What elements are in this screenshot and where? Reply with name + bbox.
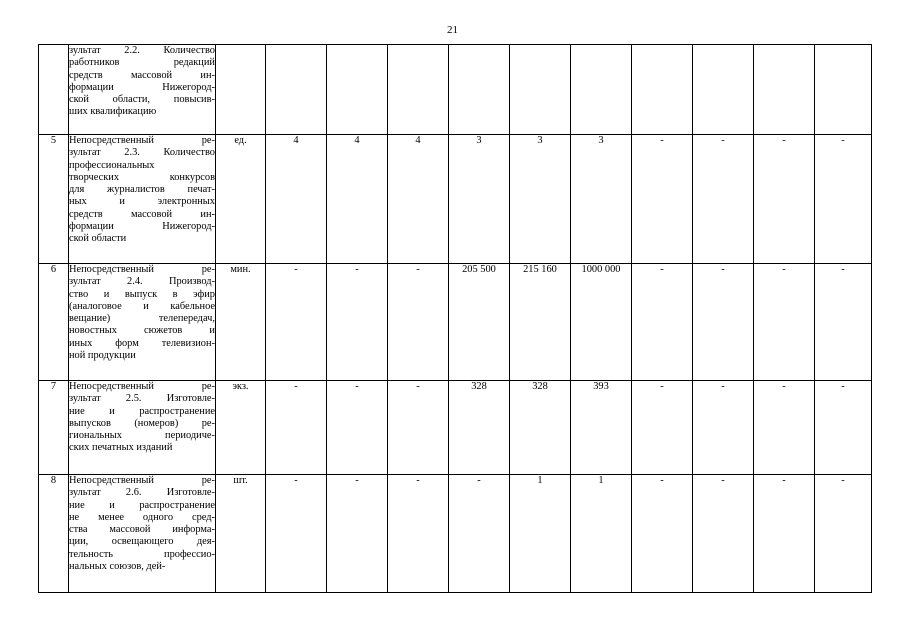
- value-cell: 215 160: [510, 264, 571, 381]
- description-line: ных и электронных: [69, 196, 215, 208]
- value-cell: 1000 000: [571, 264, 632, 381]
- value-cell: 1: [510, 475, 571, 593]
- value-cell: -: [754, 135, 815, 264]
- description-line: ции, освещающего дея-: [69, 536, 215, 548]
- value-cell: 3: [571, 135, 632, 264]
- value-cell: 3: [449, 135, 510, 264]
- description-line: ских печатных изданий: [69, 442, 173, 454]
- description-line: средств массовой ин-: [69, 208, 215, 220]
- value-cell: [327, 45, 388, 135]
- value-cell: -: [388, 475, 449, 593]
- value-cell: [510, 45, 571, 135]
- description-line: формации Нижегород-: [69, 221, 215, 233]
- description-line: Непосредственный ре-: [69, 381, 215, 392]
- value-cell: [388, 45, 449, 135]
- row-unit: мин.: [216, 264, 266, 381]
- value-cell: -: [327, 381, 388, 475]
- value-cell: [693, 45, 754, 135]
- value-cell: -: [327, 264, 388, 381]
- description-line: средств массовой ин-: [69, 69, 215, 81]
- description-line: профессиональных: [69, 159, 155, 171]
- value-cell: 328: [510, 381, 571, 475]
- value-cell: -: [815, 264, 872, 381]
- description-line: новостных сюжетов и: [69, 325, 215, 337]
- value-cell: -: [693, 135, 754, 264]
- description-line: зультат 2.2. Количество: [69, 45, 215, 56]
- value-cell: 4: [327, 135, 388, 264]
- value-cell: [632, 45, 693, 135]
- value-cell: -: [632, 264, 693, 381]
- description-line: Непосредственный ре-: [69, 135, 215, 146]
- value-cell: -: [266, 475, 327, 593]
- row-description: [69, 381, 216, 475]
- description-line: зультат 2.3. Количество: [69, 147, 215, 159]
- description-line: не менее одного сред-: [69, 511, 215, 523]
- value-cell: [449, 45, 510, 135]
- description-line: ской области, повысив-: [69, 94, 215, 106]
- value-cell: 205 500: [449, 264, 510, 381]
- value-cell: -: [632, 475, 693, 593]
- description-line: ших квалификацию: [69, 106, 157, 118]
- value-cell: -: [693, 475, 754, 593]
- description-line: ной продукции: [69, 350, 136, 362]
- row-description: [69, 264, 216, 381]
- value-cell: 393: [571, 381, 632, 475]
- value-cell: -: [266, 264, 327, 381]
- value-cell: -: [632, 381, 693, 475]
- table-row: [39, 135, 872, 264]
- value-cell: [571, 45, 632, 135]
- value-cell: -: [388, 381, 449, 475]
- indicators-table: [38, 44, 872, 593]
- description-line: выпусков (номеров) ре-: [69, 417, 215, 429]
- description-line: Непосредственный ре-: [69, 475, 215, 486]
- value-cell: 4: [266, 135, 327, 264]
- page-number: 21: [447, 24, 458, 36]
- value-cell: -: [693, 381, 754, 475]
- row-unit: экз.: [216, 381, 266, 475]
- description-line: творческих конкурсов: [69, 171, 215, 183]
- value-cell: -: [693, 264, 754, 381]
- row-unit: [216, 45, 266, 135]
- description-line: ние и распространение: [69, 499, 215, 511]
- row-number: [39, 45, 69, 135]
- description-line: зультат 2.6. Изготовле-: [69, 487, 215, 499]
- table-body: [39, 45, 872, 593]
- description-line: гиональных периодиче-: [69, 430, 215, 442]
- table-row: [39, 475, 872, 593]
- value-cell: [754, 45, 815, 135]
- description-line: ства массовой информа-: [69, 524, 215, 536]
- description-line: ство и выпуск в эфир: [69, 288, 215, 300]
- description-line: (аналоговое и кабельное: [69, 300, 215, 312]
- row-number: 6: [39, 264, 69, 381]
- description-line: нальных союзов, дей-: [69, 561, 166, 573]
- value-cell: -: [815, 475, 872, 593]
- value-cell: 4: [388, 135, 449, 264]
- description-line: формации Нижегород-: [69, 81, 215, 93]
- row-description: [69, 475, 216, 593]
- row-number: 5: [39, 135, 69, 264]
- value-cell: -: [327, 475, 388, 593]
- description-line: иных форм телевизион-: [69, 337, 215, 349]
- description-line: ской области: [69, 233, 127, 245]
- value-cell: -: [388, 264, 449, 381]
- value-cell: 1: [571, 475, 632, 593]
- row-description: [69, 135, 216, 264]
- row-unit: шт.: [216, 475, 266, 593]
- row-number: 8: [39, 475, 69, 593]
- value-cell: -: [754, 475, 815, 593]
- value-cell: -: [266, 381, 327, 475]
- value-cell: [266, 45, 327, 135]
- table-row: [39, 45, 872, 135]
- row-description: [69, 45, 216, 135]
- description-line: тельность профессио-: [69, 548, 215, 560]
- value-cell: [815, 45, 872, 135]
- description-line: работников редакций: [69, 57, 215, 69]
- description-line: Непосредственный ре-: [69, 264, 215, 275]
- value-cell: -: [754, 264, 815, 381]
- value-cell: -: [449, 475, 510, 593]
- description-line: ние и распространение: [69, 405, 215, 417]
- row-unit: ед.: [216, 135, 266, 264]
- row-number: 7: [39, 381, 69, 475]
- table-row: [39, 264, 872, 381]
- value-cell: -: [632, 135, 693, 264]
- value-cell: 3: [510, 135, 571, 264]
- value-cell: -: [754, 381, 815, 475]
- description-line: зультат 2.5. Изготовле-: [69, 393, 215, 405]
- value-cell: -: [815, 135, 872, 264]
- description-line: вещание) телепередач,: [69, 313, 215, 325]
- description-line: зультат 2.4. Производ-: [69, 276, 215, 288]
- value-cell: 328: [449, 381, 510, 475]
- table-row: [39, 381, 872, 475]
- description-line: для журналистов печат-: [69, 184, 215, 196]
- value-cell: -: [815, 381, 872, 475]
